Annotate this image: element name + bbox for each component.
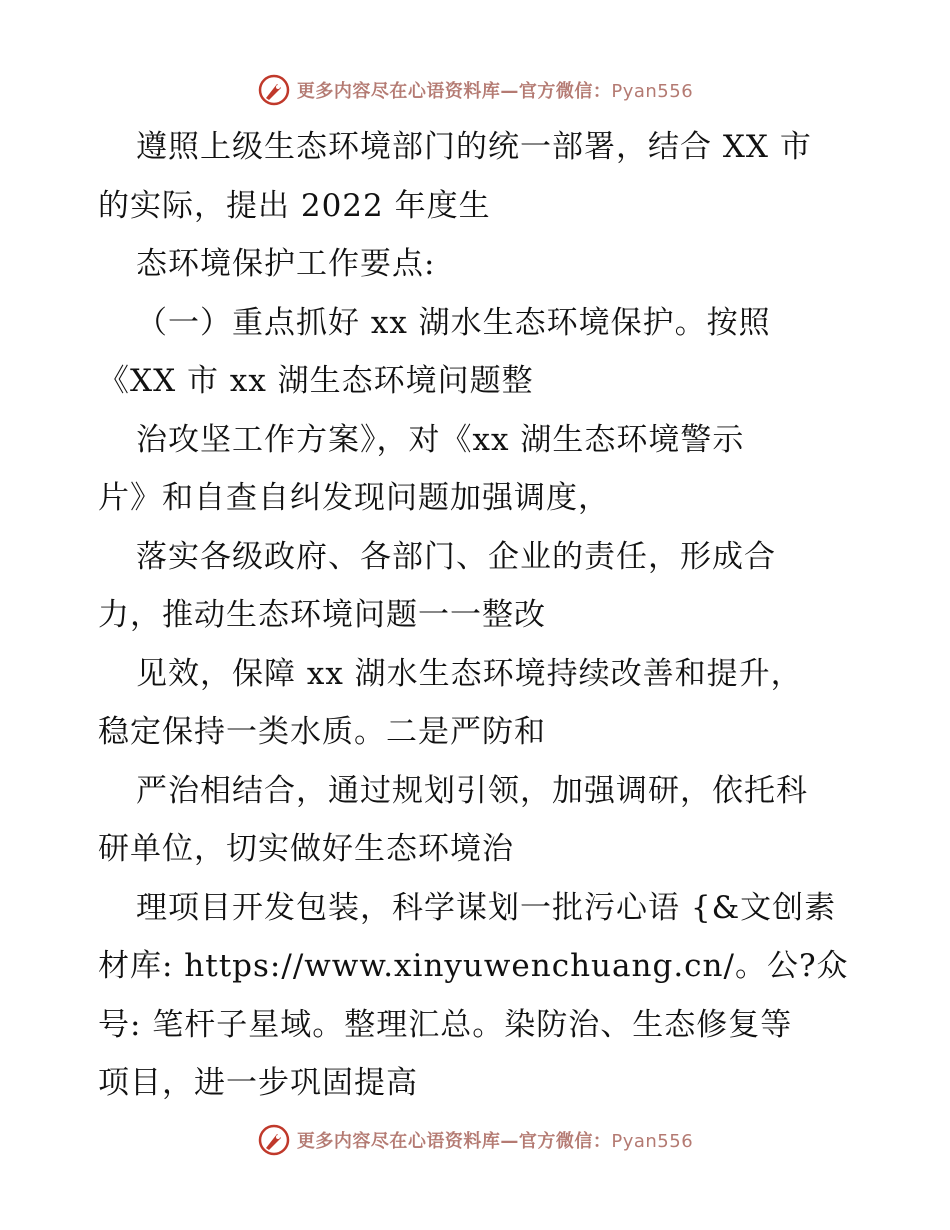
header-watermark-banner [0,72,950,108]
paragraph-line: 治攻坚工作方案》，对《xx 湖生态环境警示 [136,421,745,458]
watermark-handle: Pyan556 [611,1131,694,1152]
watermark-label: 更多内容尽在心语资料库—官方微信： [296,1131,612,1152]
footer-watermark-banner [0,1122,950,1158]
pen-nib-logo-icon [257,73,291,107]
watermark-handle: Pyan556 [611,81,694,102]
watermark-text [297,77,693,103]
paragraph-line: 态环境保护工作要点: [136,246,436,282]
paragraph-line: 的实际，提出 2022 年度生 [98,187,491,224]
paragraph-line: 研单位，切实做好生态环境治 [98,831,514,867]
paragraph-line: 项目，进一步巩固提高 [98,1065,418,1101]
paragraph-line: 力，推动生态环境问题一一整改 [98,597,546,633]
pen-nib-logo-icon [257,1123,291,1157]
watermark-label: 更多内容尽在心语资料库—官方微信： [296,81,612,102]
paragraph-line: 理项目开发包装，科学谋划一批污心语 {&文创素 [136,889,837,926]
watermark-text [297,1127,693,1153]
paragraph-line: （一）重点抓好 xx 湖水生态环境保护。按照 [136,304,771,341]
paragraph-line: 片》和自查自纠发现问题加强调度， [98,480,610,516]
paragraph-line: 号: 笔杆子星域。整理汇总。染防治、生态修复等 [98,1006,793,1043]
document-body [98,118,858,1113]
paragraph-line: 严治相结合，通过规划引领，加强调研，依托科 [136,772,808,809]
paragraph-line: 稳定保持一类水质。二是严防和 [98,714,546,750]
paragraph-line: 材库: https://www.xinyuwenchuang.cn/。公?众 [98,948,849,984]
paragraph-line: 落实各级政府、各部门、企业的责任，形成合 [136,538,776,575]
paragraph-line: 见效，保障 xx 湖水生态环境持续改善和提升， [136,655,803,692]
paragraph-line: 遵照上级生态环境部门的统一部署，结合 XX 市 [136,129,812,165]
paragraph-line: 《XX 市 xx 湖生态环境问题整 [98,363,534,399]
